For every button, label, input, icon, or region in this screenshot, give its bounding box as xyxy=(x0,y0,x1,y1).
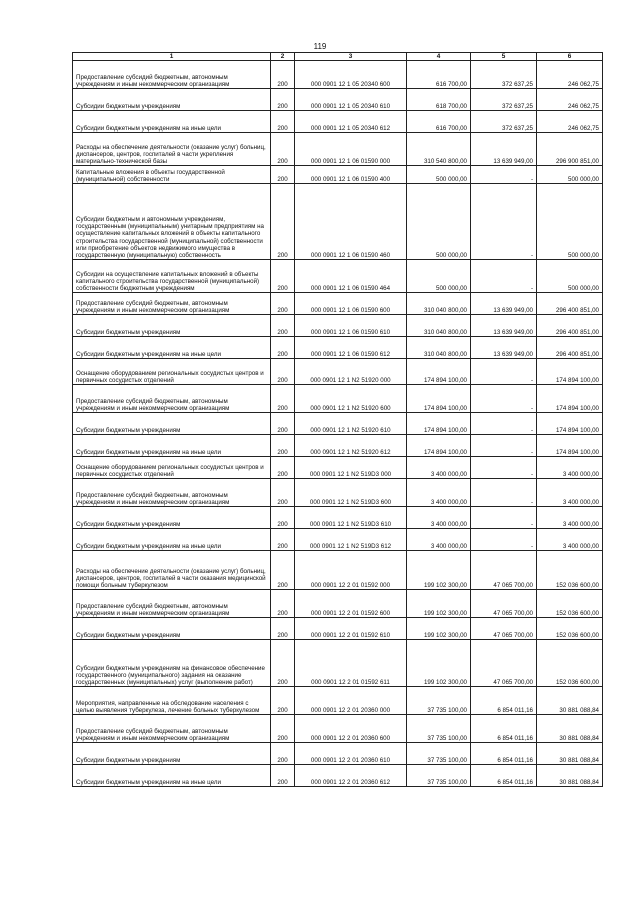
cell-col6: 174 894 100,00 xyxy=(537,385,603,413)
cell-name: Предоставление субсидий бюджетным, автономным учреждениям и иным некоммерческим организациям xyxy=(73,590,271,618)
cell-kbk: 000 0901 12 1 06 01590 610 xyxy=(295,315,407,337)
cell-col5: - xyxy=(471,507,537,529)
cell-code: 200 xyxy=(271,293,295,315)
cell-col5: - xyxy=(471,184,537,260)
table-row xyxy=(73,359,603,385)
cell-code: 200 xyxy=(271,89,295,111)
cell-code: 200 xyxy=(271,618,295,640)
cell-col4: 174 894 100,00 xyxy=(407,359,471,385)
cell-col5: - xyxy=(471,435,537,457)
cell-name: Оснащение оборудованием региональных сосудистых центров и первичных сосудистых отделений xyxy=(73,457,271,479)
cell-name: Субсидии бюджетным учреждениям xyxy=(73,618,271,640)
table-row xyxy=(73,765,603,787)
cell-col4: 174 894 100,00 xyxy=(407,385,471,413)
cell-col4: 616 700,00 xyxy=(407,61,471,89)
cell-name: Субсидии бюджетным учреждениям на иные цели xyxy=(73,111,271,133)
cell-col5: 6 854 011,16 xyxy=(471,743,537,765)
table-row xyxy=(73,133,603,166)
cell-code: 200 xyxy=(271,61,295,89)
cell-name: Субсидии бюджетным учреждениям xyxy=(73,315,271,337)
cell-kbk: 000 0901 12 1 06 01590 460 xyxy=(295,184,407,260)
cell-col6: 152 036 600,00 xyxy=(537,618,603,640)
cell-kbk: 000 0901 12 2 01 01592 611 xyxy=(295,640,407,687)
table-row xyxy=(73,89,603,111)
cell-col5: - xyxy=(471,529,537,551)
cell-code: 200 xyxy=(271,507,295,529)
cell-kbk: 000 0901 12 1 05 20340 612 xyxy=(295,111,407,133)
column-header-2: 2 xyxy=(271,53,295,61)
cell-col4: 3 400 000,00 xyxy=(407,507,471,529)
cell-col4: 37 735 100,00 xyxy=(407,687,471,715)
cell-kbk: 000 0901 12 2 01 01592 610 xyxy=(295,618,407,640)
cell-kbk: 000 0901 12 1 06 01590 464 xyxy=(295,260,407,293)
cell-col4: 174 894 100,00 xyxy=(407,413,471,435)
cell-col4: 199 102 300,00 xyxy=(407,618,471,640)
table-body xyxy=(73,61,603,787)
cell-col5: 372 637,25 xyxy=(471,111,537,133)
cell-name: Субсидии бюджетным учреждениям на иные цели xyxy=(73,765,271,787)
cell-col5: 13 639 949,00 xyxy=(471,133,537,166)
cell-col5: 6 854 011,16 xyxy=(471,765,537,787)
table-row xyxy=(73,590,603,618)
cell-kbk: 000 0901 12 1 N2 519D3 600 xyxy=(295,479,407,507)
cell-code: 200 xyxy=(271,715,295,743)
cell-name: Субсидии бюджетным учреждениям на иные цели xyxy=(73,435,271,457)
cell-col6: 500 000,00 xyxy=(537,166,603,184)
cell-col4: 199 102 300,00 xyxy=(407,551,471,590)
cell-kbk: 000 0901 12 1 N2 51920 612 xyxy=(295,435,407,457)
cell-code: 200 xyxy=(271,551,295,590)
column-header-4: 4 xyxy=(407,53,471,61)
cell-col6: 296 900 851,00 xyxy=(537,133,603,166)
cell-col5: 47 065 700,00 xyxy=(471,590,537,618)
cell-col5: 13 639 949,00 xyxy=(471,315,537,337)
cell-code: 200 xyxy=(271,640,295,687)
table-row xyxy=(73,479,603,507)
table-row xyxy=(73,743,603,765)
cell-col5: - xyxy=(471,457,537,479)
cell-kbk: 000 0901 12 2 01 20360 000 xyxy=(295,687,407,715)
table-row xyxy=(73,166,603,184)
cell-col6: 174 894 100,00 xyxy=(537,413,603,435)
cell-col6: 246 062,75 xyxy=(537,89,603,111)
table-row xyxy=(73,551,603,590)
cell-name: Предоставление субсидий бюджетным, автономным учреждениям и иным некоммерческим организациям xyxy=(73,715,271,743)
cell-col6: 3 400 000,00 xyxy=(537,507,603,529)
cell-col4: 3 400 000,00 xyxy=(407,457,471,479)
cell-name: Субсидии на осуществление капитальных вложений в объекты капитального строительства государственной (муниципальной) собственности бюджетным учреждениям xyxy=(73,260,271,293)
cell-col4: 618 700,00 xyxy=(407,89,471,111)
cell-col6: 3 400 000,00 xyxy=(537,479,603,507)
cell-col4: 616 700,00 xyxy=(407,111,471,133)
table-row xyxy=(73,413,603,435)
cell-col4: 500 000,00 xyxy=(407,166,471,184)
cell-col6: 296 400 851,00 xyxy=(537,293,603,315)
cell-col4: 500 000,00 xyxy=(407,260,471,293)
cell-col5: - xyxy=(471,359,537,385)
cell-col6: 246 062,75 xyxy=(537,61,603,89)
column-header-1: 1 xyxy=(73,53,271,61)
cell-code: 200 xyxy=(271,337,295,359)
cell-col5: 13 639 949,00 xyxy=(471,293,537,315)
cell-kbk: 000 0901 12 2 01 20360 600 xyxy=(295,715,407,743)
cell-col6: 174 894 100,00 xyxy=(537,435,603,457)
cell-kbk: 000 0901 12 1 06 01590 000 xyxy=(295,133,407,166)
cell-code: 200 xyxy=(271,184,295,260)
cell-col6: 152 036 600,00 xyxy=(537,590,603,618)
cell-kbk: 000 0901 12 2 01 20360 612 xyxy=(295,765,407,787)
cell-col4: 310 540 800,00 xyxy=(407,133,471,166)
column-header-3: 3 xyxy=(295,53,407,61)
cell-col5: 13 639 949,00 xyxy=(471,337,537,359)
cell-code: 200 xyxy=(271,743,295,765)
cell-col6: 3 400 000,00 xyxy=(537,457,603,479)
table-row xyxy=(73,184,603,260)
cell-col5: 372 637,25 xyxy=(471,61,537,89)
cell-name: Расходы на обеспечение деятельности (оказание услуг) больниц, диспансеров, центров, госпиталей в части оказания медицинской помощи больным туберкулезом xyxy=(73,551,271,590)
cell-col5: - xyxy=(471,413,537,435)
cell-kbk: 000 0901 12 1 05 20340 610 xyxy=(295,89,407,111)
cell-code: 200 xyxy=(271,529,295,551)
cell-col6: 152 036 600,00 xyxy=(537,551,603,590)
cell-col4: 37 735 100,00 xyxy=(407,743,471,765)
cell-col5: 6 854 011,16 xyxy=(471,687,537,715)
cell-col4: 310 040 800,00 xyxy=(407,337,471,359)
cell-code: 200 xyxy=(271,111,295,133)
cell-name: Субсидии бюджетным учреждениям на иные цели xyxy=(73,529,271,551)
table-row xyxy=(73,293,603,315)
cell-kbk: 000 0901 12 2 01 01592 000 xyxy=(295,551,407,590)
cell-kbk: 000 0901 12 1 06 01590 612 xyxy=(295,337,407,359)
table-row xyxy=(73,507,603,529)
cell-kbk: 000 0901 12 1 N2 51920 000 xyxy=(295,359,407,385)
table-row xyxy=(73,385,603,413)
cell-col6: 296 400 851,00 xyxy=(537,315,603,337)
column-header-6: 6 xyxy=(537,53,603,61)
cell-col4: 310 040 800,00 xyxy=(407,315,471,337)
cell-kbk: 000 0901 12 1 N2 51920 610 xyxy=(295,413,407,435)
cell-col6: 246 062,75 xyxy=(537,111,603,133)
cell-name: Предоставление субсидий бюджетным, автономным учреждениям и иным некоммерческим организациям xyxy=(73,293,271,315)
cell-code: 200 xyxy=(271,315,295,337)
page-number: 119 xyxy=(313,42,327,51)
cell-col4: 199 102 300,00 xyxy=(407,590,471,618)
cell-col6: 30 881 088,84 xyxy=(537,687,603,715)
cell-col5: 47 065 700,00 xyxy=(471,618,537,640)
column-header-5: 5 xyxy=(471,53,537,61)
budget-table xyxy=(72,52,603,787)
table-row xyxy=(73,111,603,133)
cell-col6: 500 000,00 xyxy=(537,184,603,260)
cell-code: 200 xyxy=(271,765,295,787)
cell-col6: 152 036 600,00 xyxy=(537,640,603,687)
cell-col5: 47 065 700,00 xyxy=(471,640,537,687)
cell-col6: 174 894 100,00 xyxy=(537,359,603,385)
table-row xyxy=(73,640,603,687)
table-row xyxy=(73,687,603,715)
cell-name: Субсидии бюджетным учреждениям xyxy=(73,89,271,111)
table-row xyxy=(73,457,603,479)
cell-name: Субсидии бюджетным учреждениям на финансовое обеспечение государственного (муниципального) задания на оказание государственных (муниципальных) услуг (выполнение работ) xyxy=(73,640,271,687)
cell-col5: - xyxy=(471,260,537,293)
cell-col5: 6 854 011,16 xyxy=(471,715,537,743)
cell-name: Субсидии бюджетным учреждениям xyxy=(73,743,271,765)
cell-code: 200 xyxy=(271,385,295,413)
table-row xyxy=(73,435,603,457)
table-header-row xyxy=(73,53,603,61)
cell-kbk: 000 0901 12 1 N2 519D3 610 xyxy=(295,507,407,529)
cell-name: Расходы на обеспечение деятельности (оказание услуг) больниц, диспансеров, центров, госпиталей в части укрепления материально-технической базы xyxy=(73,133,271,166)
cell-col5: - xyxy=(471,385,537,413)
cell-code: 200 xyxy=(271,687,295,715)
cell-code: 200 xyxy=(271,413,295,435)
cell-name: Оснащение оборудованием региональных сосудистых центров и первичных сосудистых отделений xyxy=(73,359,271,385)
cell-code: 200 xyxy=(271,260,295,293)
cell-kbk: 000 0901 12 2 01 20360 610 xyxy=(295,743,407,765)
cell-col6: 3 400 000,00 xyxy=(537,529,603,551)
cell-col6: 30 881 088,84 xyxy=(537,743,603,765)
cell-col5: 372 637,25 xyxy=(471,89,537,111)
cell-code: 200 xyxy=(271,359,295,385)
cell-code: 200 xyxy=(271,166,295,184)
cell-col6: 296 400 851,00 xyxy=(537,337,603,359)
cell-col6: 500 000,00 xyxy=(537,260,603,293)
cell-code: 200 xyxy=(271,457,295,479)
cell-code: 200 xyxy=(271,133,295,166)
cell-col4: 3 400 000,00 xyxy=(407,529,471,551)
table-row xyxy=(73,529,603,551)
cell-col4: 310 040 800,00 xyxy=(407,293,471,315)
cell-col6: 30 881 088,84 xyxy=(537,765,603,787)
cell-kbk: 000 0901 12 1 06 01590 400 xyxy=(295,166,407,184)
table-row xyxy=(73,61,603,89)
cell-kbk: 000 0901 12 1 N2 519D3 000 xyxy=(295,457,407,479)
cell-col4: 37 735 100,00 xyxy=(407,765,471,787)
table-row xyxy=(73,715,603,743)
table-row xyxy=(73,260,603,293)
cell-name: Предоставление субсидий бюджетным, автономным учреждениям и иным некоммерческим организациям xyxy=(73,61,271,89)
cell-kbk: 000 0901 12 2 01 01592 600 xyxy=(295,590,407,618)
cell-col4: 37 735 100,00 xyxy=(407,715,471,743)
cell-name: Предоставление субсидий бюджетным, автономным учреждениям и иным некоммерческим организациям xyxy=(73,385,271,413)
cell-col5: - xyxy=(471,479,537,507)
cell-col4: 199 102 300,00 xyxy=(407,640,471,687)
cell-col4: 3 400 000,00 xyxy=(407,479,471,507)
cell-name: Субсидии бюджетным учреждениям xyxy=(73,507,271,529)
cell-name: Мероприятия, направленные на обследование населения с целью выявления туберкулеза, лечение больных туберкулезом xyxy=(73,687,271,715)
cell-name: Субсидии бюджетным и автономным учреждениям, государственным (муниципальным) унитарным предприятиям на осуществление капитальных вложений в объекты капитального строительства государственной (муниципальной) собственности или приобретение объектов недвижимого имущества в государственную (муниципальную) собственность xyxy=(73,184,271,260)
cell-code: 200 xyxy=(271,590,295,618)
table-row xyxy=(73,337,603,359)
cell-col4: 174 894 100,00 xyxy=(407,435,471,457)
cell-col4: 500 000,00 xyxy=(407,184,471,260)
cell-name: Капитальные вложения в объекты государственной (муниципальной) собственности xyxy=(73,166,271,184)
cell-name: Субсидии бюджетным учреждениям xyxy=(73,413,271,435)
table-row xyxy=(73,315,603,337)
cell-col5: - xyxy=(471,166,537,184)
cell-kbk: 000 0901 12 1 N2 51920 600 xyxy=(295,385,407,413)
cell-name: Субсидии бюджетным учреждениям на иные цели xyxy=(73,337,271,359)
cell-name: Предоставление субсидий бюджетным, автономным учреждениям и иным некоммерческим организациям xyxy=(73,479,271,507)
table-row xyxy=(73,618,603,640)
cell-code: 200 xyxy=(271,435,295,457)
cell-code: 200 xyxy=(271,479,295,507)
cell-kbk: 000 0901 12 1 N2 519D3 612 xyxy=(295,529,407,551)
cell-col5: 47 065 700,00 xyxy=(471,551,537,590)
cell-col6: 30 881 088,84 xyxy=(537,715,603,743)
cell-kbk: 000 0901 12 1 05 20340 600 xyxy=(295,61,407,89)
cell-kbk: 000 0901 12 1 06 01590 600 xyxy=(295,293,407,315)
